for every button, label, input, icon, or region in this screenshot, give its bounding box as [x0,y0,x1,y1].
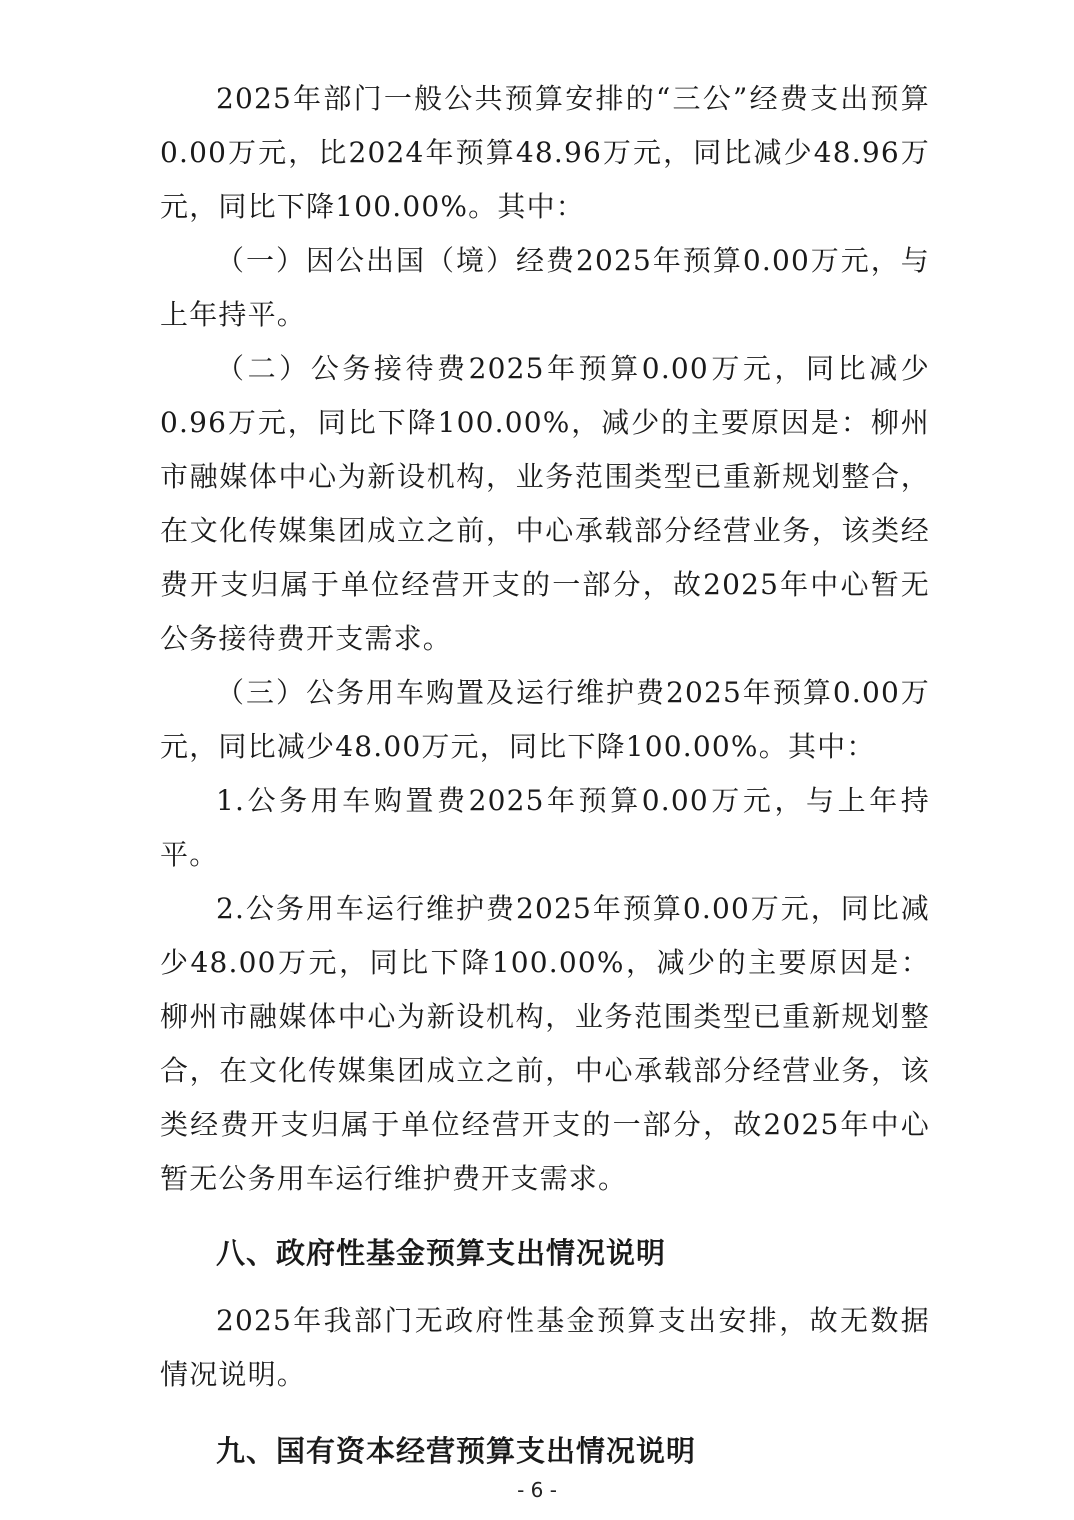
section-8-body: 2025年我部门无政府性基金预算支出安排，故无数据情况说明。 [160,1304,930,1391]
item-vehicle-maintenance: 2.公务用车运行维护费2025年预算0.00万元，同比减少48.00万元，同比下降100.00%，减少的主要原因是：柳州市融媒体中心为新设机构，业务范围类型已重新规划整合，在文化传媒集团成立之前，中心承载部分经营业务，该类经费开支归属于单位经营开支的一部分，故2025年中心暂无公务用车运行维护费开支需求。 [160,892,930,1195]
item-reception-expense: （二）公务接待费2025年预算0.00万元，同比减少0.96万元，同比下降100.00%，减少的主要原因是：柳州市融媒体中心为新设机构，业务范围类型已重新规划整合，在文化传媒集团成立之前，中心承载部分经营业务，该类经费开支归属于单位经营开支的一部分，故2025年中心暂无公务接待费开支需求。 [160,352,930,655]
intro-paragraph: 2025年部门一般公共预算安排的“三公”经费支出预算0.00万元，比2024年预算48.96万元，同比减少48.96万元，同比下降100.00%。其中： [160,82,930,223]
section-9-heading: 九、国有资本经营预算支出情况说明 [216,1434,697,1468]
document-page [160,72,930,1478]
section-8-heading: 八、政府性基金预算支出情况说明 [216,1236,667,1270]
item-vehicle-purchase: 1.公务用车购置费2025年预算0.00万元，与上年持平。 [160,784,930,871]
page-number: - 6 - [517,1478,557,1502]
item-overseas-travel: （一）因公出国（境）经费2025年预算0.00万元，与上年持平。 [160,244,930,331]
item-vehicle-expense: （三）公务用车购置及运行维护费2025年预算0.00万元，同比减少48.00万元，同比下降100.00%。其中： [160,676,930,763]
